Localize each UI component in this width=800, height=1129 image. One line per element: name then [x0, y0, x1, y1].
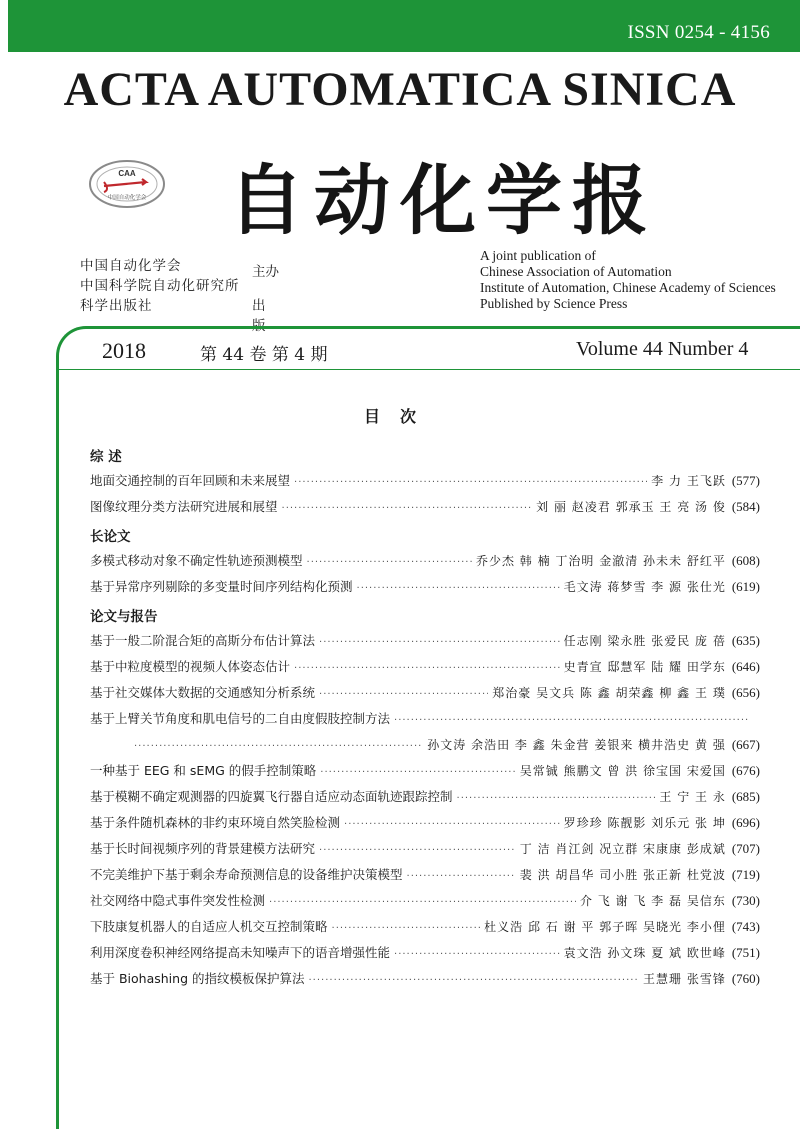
toc-entry[interactable]: [90, 888, 760, 914]
article-page: (685): [731, 789, 760, 804]
article-page: (584): [731, 499, 760, 514]
toc-entry[interactable]: [90, 468, 760, 494]
toc-entry[interactable]: [90, 574, 760, 600]
toc-entry[interactable]: [90, 654, 760, 680]
leader-dots: [394, 708, 750, 734]
article-title: 基于条件随机森林的非约束环境自然笑脸检测: [90, 815, 341, 830]
article-authors: 孙文涛 余浩田 李 鑫 朱金营 姜银来 横井浩史 黄 强: [427, 738, 726, 752]
leader-dots: [332, 916, 481, 942]
publisher-line: Published by Science Press: [480, 296, 628, 311]
article-page: (676): [731, 763, 760, 778]
article-page: (743): [731, 919, 760, 934]
toc-entry[interactable]: [90, 680, 760, 706]
logo-text: CAA: [118, 169, 136, 178]
divider: [59, 369, 800, 370]
caa-logo-icon: [88, 158, 166, 210]
article-page: (760): [731, 971, 760, 986]
toc-entry[interactable]: [90, 966, 760, 992]
leader-dots: [394, 942, 560, 968]
article-authors: 丁 洁 肖江剑 况立群 宋康康 彭成斌: [519, 842, 726, 856]
article-title: 基于异常序列剔除的多变量时间序列结构化预测: [90, 579, 353, 594]
leader-dots: [294, 470, 647, 496]
publisher-name: 科学出版社: [80, 298, 153, 314]
article-authors: 毛文涛 蒋梦雪 李 源 张仕光: [563, 580, 726, 594]
article-authors: 吴常铖 熊鹏文 曾 洪 徐宝国 宋爱国: [519, 764, 726, 778]
publishers-english: [480, 248, 776, 312]
toc-section-heading: 论文与报告: [90, 609, 158, 625]
leader-dots: [319, 838, 516, 864]
toc-entry[interactable]: [90, 862, 760, 888]
toc-heading: 目次: [363, 407, 436, 426]
issue-volume-english: Volume 44 Number 4: [576, 338, 749, 360]
leader-dots: [294, 656, 560, 682]
toc-entry[interactable]: [90, 940, 760, 966]
article-title: 基于社交媒体大数据的交通感知分析系统: [90, 685, 316, 700]
publisher-line: Institute of Automation, Chinese Academy of Sciences: [480, 280, 776, 295]
leader-dots: [269, 890, 576, 916]
leader-dots: [282, 496, 533, 522]
article-title: 多模式移动对象不确定性轨迹预测模型: [90, 553, 303, 568]
toc-entry[interactable]: [90, 758, 760, 784]
journal-title-chinese: 自动化学报: [228, 156, 658, 245]
article-authors: 杜义浩 邱 石 谢 平 郭子晖 吴晓光 李小俚: [484, 920, 726, 934]
article-title: 基于长时间视频序列的背景建模方法研究: [90, 841, 316, 856]
article-title: 一种基于 EEG 和 sEMG 的假手控制策略: [90, 763, 317, 778]
issue-info: [0, 338, 800, 368]
article-title: 基于中粒度模型的视频人体姿态估计: [90, 659, 291, 674]
article-authors: 罗珍珍 陈靓影 刘乐元 张 坤: [563, 816, 726, 830]
leader-dots: [357, 576, 560, 602]
publisher-line: A joint publication of: [480, 248, 596, 263]
toc-entry[interactable]: [90, 494, 760, 520]
article-title: 地面交通控制的百年回顾和未来展望: [90, 473, 291, 488]
article-authors: 乔少杰 韩 楠 丁治明 金澈清 孙未未 舒红平: [475, 554, 726, 568]
article-page: (707): [731, 841, 760, 856]
issue-year: 2018: [102, 338, 146, 363]
article-authors: 裴 洪 胡昌华 司小胜 张正新 杜党波: [519, 868, 726, 882]
publisher-name: 中国自动化学会: [80, 258, 182, 274]
toc-entry[interactable]: [90, 784, 760, 810]
toc-entry[interactable]: [90, 628, 760, 654]
issue-volume-chinese: 第 44 卷 第 4 期: [200, 345, 328, 365]
article-title: 社交网络中隐式事件突发性检测: [90, 893, 266, 908]
article-authors: 郑治豪 吴文兵 陈 鑫 胡荣鑫 柳 鑫 王 璞: [492, 686, 726, 700]
article-page: (635): [731, 633, 760, 648]
article-page: (646): [731, 659, 760, 674]
top-color-band: [8, 0, 800, 52]
article-title: 不完美维护下基于剩余寿命预测信息的设备维护决策模型: [90, 867, 403, 882]
article-authors: 王 宁 王 永: [659, 790, 726, 804]
leader-dots: [309, 968, 640, 994]
toc-section-heading: 长论文: [90, 529, 131, 545]
article-authors: 介 飞 谢 飞 李 磊 吴信东: [579, 894, 726, 908]
article-page: (730): [731, 893, 760, 908]
toc-entry[interactable]: [90, 836, 760, 862]
article-page: (751): [731, 945, 760, 960]
leader-dots: [457, 786, 656, 812]
toc-entry[interactable]: [90, 914, 760, 940]
article-page: (577): [731, 473, 760, 488]
logo-subtext: 中国自动化学会: [107, 195, 147, 201]
article-authors: 李 力 王飞跃: [651, 474, 726, 488]
article-title: 基于 Biohashing 的指纹模板保护算法: [90, 971, 305, 986]
article-title: 图像纹理分类方法研究进展和展望: [90, 499, 278, 514]
article-page: (696): [731, 815, 760, 830]
article-title: 基于一般二阶混合矩的高斯分布估计算法: [90, 633, 316, 648]
publishers-chinese: [80, 256, 279, 334]
sponsor-role: 主办: [252, 264, 279, 280]
toc-section-heading: 综 述: [90, 449, 122, 465]
article-authors: 袁文浩 孙文珠 夏 斌 欧世峰: [563, 946, 726, 960]
publisher-role: 出版: [252, 298, 266, 334]
article-authors: 刘 丽 赵凌君 郭承玉 王 亮 汤 俊: [536, 500, 726, 514]
article-authors: 史青宣 邸慧军 陆 耀 田学东: [563, 660, 726, 674]
leader-dots: [319, 630, 560, 656]
toc-entry[interactable]: [90, 706, 760, 732]
leader-dots: [307, 550, 472, 576]
toc-entry[interactable]: [90, 810, 760, 836]
article-authors: 王慧珊 张雪锋: [643, 972, 726, 986]
leader-dots: [407, 864, 516, 890]
issn-number: ISSN 0254 - 4156: [627, 22, 770, 43]
publisher-name: 中国科学院自动化研究所: [80, 278, 240, 294]
toc-entry[interactable]: [90, 732, 760, 758]
leader-dots: [320, 760, 515, 786]
article-page: (719): [731, 867, 760, 882]
article-title: 利用深度卷积神经网络提高未知噪声下的语音增强性能: [90, 945, 391, 960]
article-title: 基于模糊不确定观测器的四旋翼飞行器自适应动态面轨迹跟踪控制: [90, 789, 453, 804]
article-page: (656): [731, 685, 760, 700]
article-authors: 任志刚 梁永胜 张爱民 庞 蓓: [563, 634, 726, 648]
publisher-line: Chinese Association of Automation: [480, 264, 672, 279]
article-page: (667): [731, 737, 760, 752]
table-of-contents: [90, 440, 760, 992]
article-page: (619): [731, 579, 760, 594]
article-title: 下肢康复机器人的自适应人机交互控制策略: [90, 919, 328, 934]
leader-dots: [344, 812, 560, 838]
leader-dots: [134, 734, 423, 760]
leader-dots: [319, 682, 488, 708]
article-page: (608): [731, 553, 760, 568]
article-title: 基于上臂关节角度和肌电信号的二自由度假肢控制方法: [90, 711, 391, 726]
toc-entry[interactable]: [90, 548, 760, 574]
journal-title-english: ACTA AUTOMATICA SINICA: [63, 63, 737, 116]
